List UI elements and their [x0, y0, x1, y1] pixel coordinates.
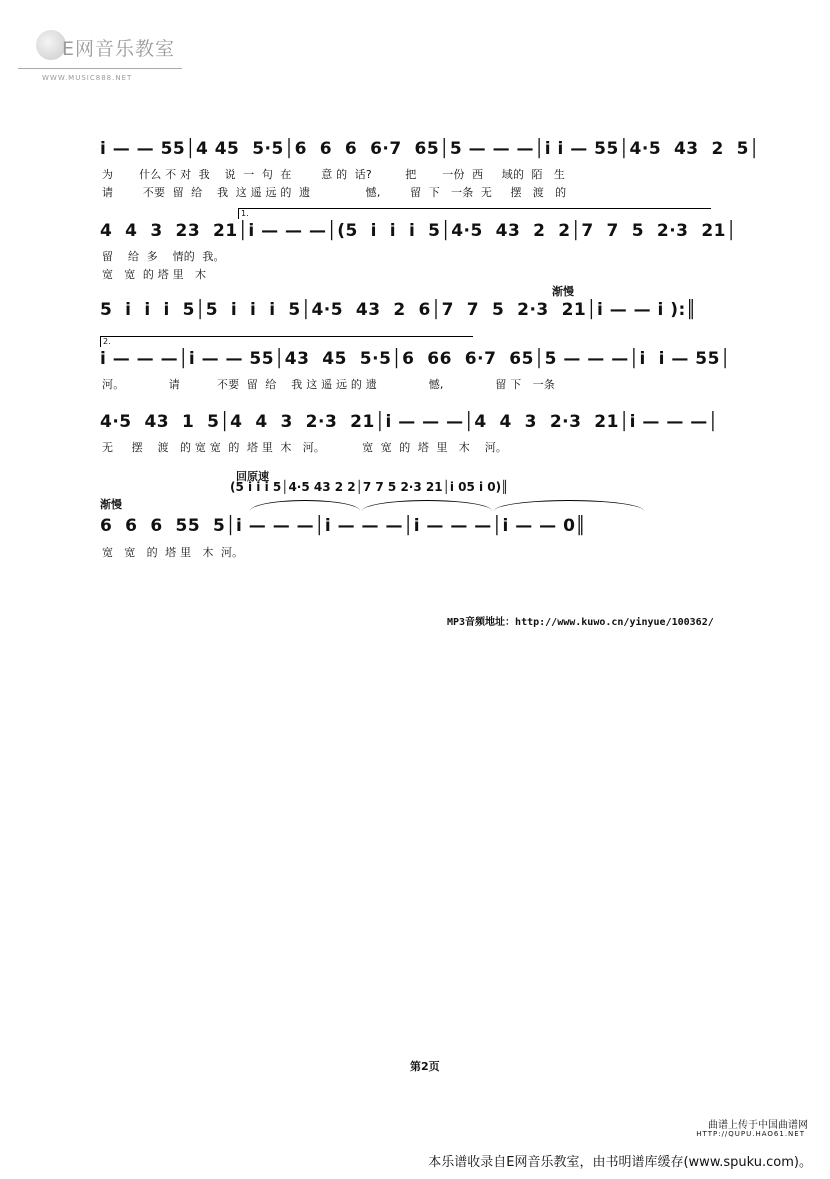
tempo-marking: 回原速	[236, 470, 269, 483]
melody-line: i — — —│i — — 55│43 45 5·5│6 66 6·7 65│5 — — —│i i — 55│	[100, 349, 731, 369]
logo-name: E网音乐教室	[62, 38, 176, 60]
logo-url: WWW.MUSIC888.NET	[42, 74, 133, 82]
score-row-4	[100, 337, 765, 406]
logo-divider	[18, 68, 182, 69]
lyric-line: 宽 宽 的 塔 里 木	[102, 268, 207, 281]
melody-line: 5 i i i 5│5 i i i 5│4·5 43 2 6│7 7 5 2·3 21│i — — i ):║	[100, 300, 697, 320]
lyric-line: 留 给 多 情的 我。	[102, 250, 225, 263]
source-url: HTTP://QUPU.HAO61.NET	[696, 1130, 805, 1138]
score-row-1	[100, 136, 765, 199]
lyric-line: 河。 请 不要 留 给 我 这 遥 远 的 遗 憾, 留 下 一条	[102, 378, 555, 391]
melody-line: 4 4 3 23 21│i — — —│(5 i i i 5│4·5 43 2 2│7 7 5 2·3 21│	[100, 221, 737, 241]
lyric-line: 请 不要 留 给 我 这 遥 远 的 遗 憾, 留 下 一条 无 摆 渡 的	[102, 186, 567, 199]
tempo-marking: 渐慢	[100, 498, 122, 511]
volta-bracket: 1.	[238, 208, 711, 219]
source-note: 曲谱上传于中国曲谱网	[708, 1120, 808, 1131]
tempo-marking: 渐慢	[552, 285, 574, 298]
site-logo	[18, 22, 188, 92]
score-row-2	[100, 209, 765, 281]
lyric-line: 为 什么 不 对 我 说 一 句 在 意 的 话? 把 一份 西 域的 陌 生	[102, 168, 566, 181]
melody-line: 4·5 43 1 5│4 4 3 2·3 21│i — — —│4 4 3 2·3 21│i — — —│	[100, 412, 719, 432]
page-number: 第2页	[410, 1060, 440, 1073]
lyric-line: 宽 宽 的 塔 里 木 河。	[102, 546, 244, 559]
tie-arc	[362, 500, 492, 511]
mp3-link[interactable]: MP3音频地址：http://www.kuwo.cn/yinyue/100362/	[447, 617, 714, 628]
score-row-6	[100, 470, 765, 570]
lyric-line: 无 摆 渡 的 宽 宽 的 塔 里 木 河。 宽 宽 的 塔 里 木 河。	[102, 441, 508, 454]
melody-line: 6 6 6 55 5│i — — —│i — — —│i — — —│i — — 0║	[100, 516, 587, 536]
tie-arc	[250, 500, 360, 511]
score-row-5	[100, 409, 765, 469]
melody-line: i — — 55│4 45 5·5│6 6 6 6·7 65│5 — — —│i i — 55│4·5 43 2 5│	[100, 139, 760, 159]
tie-arc	[494, 500, 644, 511]
volta-bracket: 2.	[100, 336, 473, 347]
source-statement: 本乐谱收录自E网音乐教室，由书明谱库缓存(www.spuku.com)。	[428, 1155, 812, 1170]
upper-melody-line: (5 i i i 5│4·5 43 2 2│7 7 5 2·3 21│i 05 i 0)║	[230, 480, 509, 494]
